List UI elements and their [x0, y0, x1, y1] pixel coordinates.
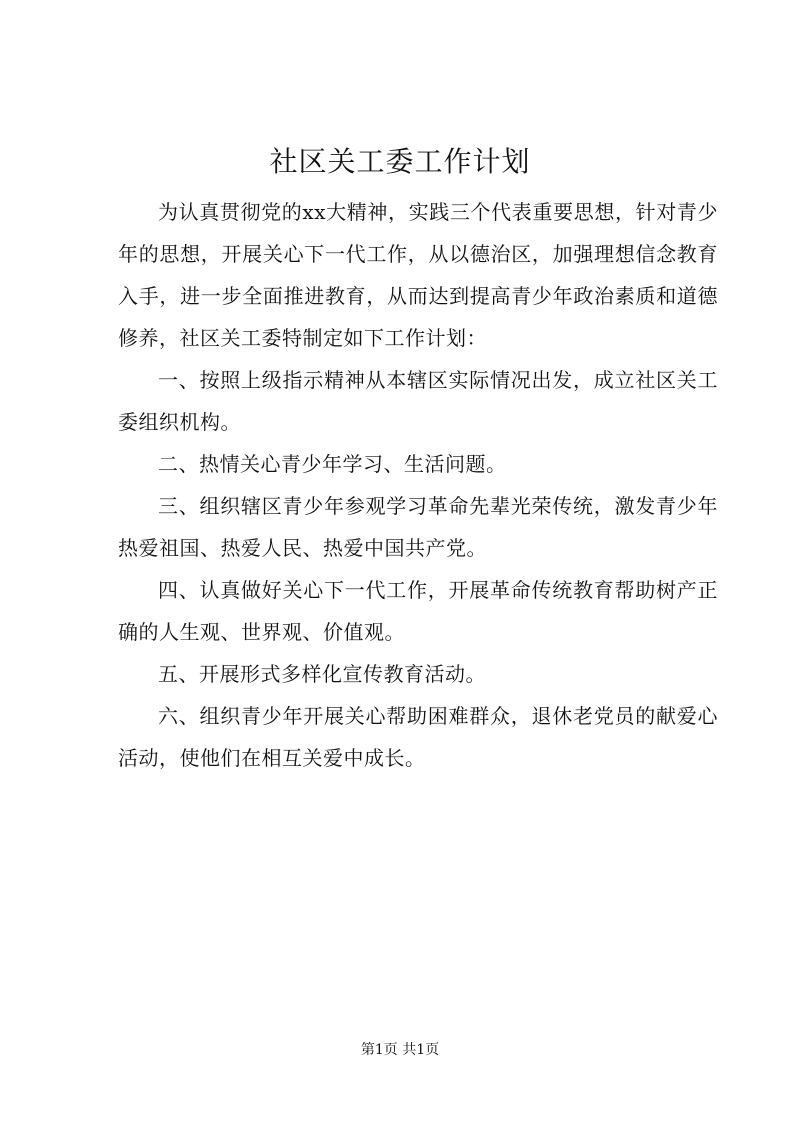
- paragraph-item-4: 四、认真做好关心下一代工作，开展革命传统教育帮助树产正确的人生观、世界观、价值观。: [118, 578, 718, 644]
- paragraph-item-1: 一、按照上级指示精神从本辖区实际情况出发，成立社区关工委组织机构。: [118, 368, 718, 434]
- paragraph-item-2: 二、热情关心青少年学习、生活问题。: [158, 452, 507, 476]
- document-title: 社区关工委工作计划: [269, 145, 531, 178]
- paragraph-item-5: 五、开展形式多样化宣传教育活动。: [158, 662, 486, 686]
- paragraph-item-3: 三、组织辖区青少年参观学习革命先辈光荣传统，激发青少年热爱祖国、热爱人民、热爱中国共产党。: [118, 494, 718, 560]
- paragraph-item-6: 六、组织青少年开展关心帮助困难群众，退休老党员的献爱心活动，使他们在相互关爱中成长。: [118, 704, 718, 770]
- paragraph-intro: 为认真贯彻党的xx大精神，实践三个代表重要思想，针对青少年的思想，开展关心下一代工作，从以德治区，加强理想信念教育入手，进一步全面推进教育，从而达到提高青少年政治素质和道德修养，社区关工委特制定如下工作计划：: [118, 200, 718, 350]
- document-body: [118, 191, 718, 779]
- page-number-footer: 第1页 共1页: [360, 1042, 440, 1058]
